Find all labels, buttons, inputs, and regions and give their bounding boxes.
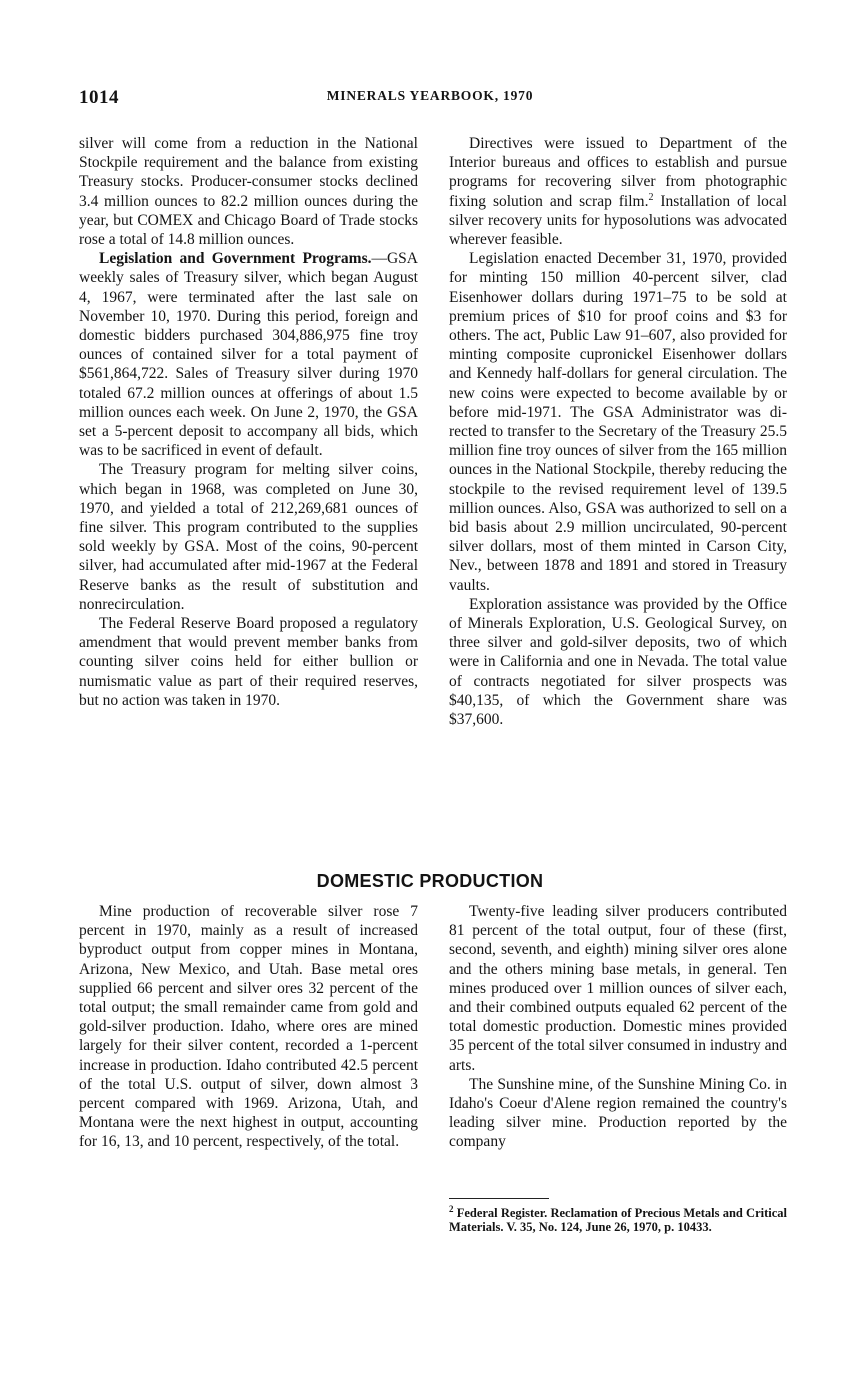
- footnote-rule: [449, 1198, 549, 1199]
- paragraph: silver will come from a reduction in the National Stockpile requirement and the balance from existing Treasury stocks. Producer-consumer stocks declined 3.4 million ounces to 82.2 million ounces during the year, but COMEX and Chicago Board of Trade stocks rose a total of 14.8 million ounces.: [79, 135, 418, 249]
- section-heading: DOMESTIC PRODUCTION: [316, 871, 544, 891]
- paragraph: The Treasury program for melting silver coins, which began in 1968, was completed on June 30, 1970, and yielded a total of 212,269,681 ounces of fine silver. This program contributed to the supplies sold weekly by GSA. Most of the coins, 90-percent silver, had accumulated after mid-1967 at the Federal Reserve banks as the result of substitution and nonrecirculation.: [79, 461, 418, 613]
- paragraph-text: Directives were issued to Department of the Interior bureaus and offices to establish and pursue programs for recovering silver from photographic fixing solution and scrap film.: [449, 135, 787, 210]
- paragraph: The Federal Reserve Board proposed a regulatory amendment that would prevent member banks from counting silver coins held for either bullion or numismatic value as part of their required reserves, but no action was taken in 1970.: [79, 615, 418, 709]
- paragraph: Twenty-five leading silver producers contributed 81 percent of the total output, four of these (first, second, seventh, and eighth) mining silver ores alone and the others mining base metals, in general. Ten mines produced over 1 million ounces of silver each, and their combined outputs equaled 62 percent of the total domestic production. Domestic mines provided 35 percent of the total silver consumed in industry and arts.: [449, 903, 787, 1074]
- footnote-reference: 2: [648, 191, 654, 203]
- paragraph: Exploration assistance was provided by the Office of Minerals Exploration, U.S. Geological Survey, on three silver and gold-silver deposits, two of which were in California and one in Nevada. The total value of contracts negotiated for silver prospects was $40,135, of which the Government share was $37,600.: [449, 595, 787, 729]
- footnote: [449, 1202, 787, 1234]
- paragraph: [449, 134, 787, 249]
- bottom-left-column: [79, 902, 418, 1152]
- top-left-column: [79, 134, 418, 710]
- paragraph: Mine production of recoverable silver rose 7 percent in 1970, mainly as a result of increased byproduct output from copper mines in Montana, Arizona, New Mexico, and Utah. Base metal ores supplied 66 percent and silver ores 32 percent of the total output; the small remainder came from gold and gold-silver production. Idaho, where ores are mined largely for their silver content, recorded a 1-percent increase in production. Idaho contributed 42.5 percent of the total U.S. output of silver, down almost 3 percent compared with 1969. Arizona, Utah, and Montana were the next highest in output, accounting for 16, 13, and 10 percent, respectively, of the total.: [79, 903, 418, 1151]
- footnote-text: Federal Register. Reclamation of Precious Metals and Critical Materials. V. 35, No. 124, June 26, 1970, p. 10433.: [449, 1206, 787, 1235]
- footnote-mark: 2: [449, 1204, 454, 1214]
- run-in-heading: Legislation and Government Programs.: [99, 250, 372, 268]
- bottom-right-column: [449, 902, 787, 1152]
- paragraph-text: —GSA weekly sales of Treasury silver, which began August 4, 1967, were terminated after the last sale on November 10, 1970. During this period, foreign and domestic bidders purchased 304,886,975 fine troy ounces of contained silver for a total payment of $561,864,722. Sales of Treasury silver during 1970 totaled 67.2 million ounces at offerings of about 1.5 million ounces each week. On June 2, 1970, the GSA set a 5-percent deposit to accompany all bids, which was to be sacrificed in event of default.: [79, 250, 418, 460]
- page-number: 1014: [79, 87, 119, 108]
- paragraph-text: Installation of local silver recovery units for hyposolutions was advocated wherever feasible.: [449, 192, 787, 249]
- paragraph: [79, 249, 418, 460]
- top-right-column: [449, 134, 787, 729]
- paragraph: Legislation enacted December 31, 1970, provided for minting 150 million 40-percent silver, clad Eisenhower dollars during 1971–75 to be sold at premium prices of $10 for proof coins and $3 for others. The act, Public Law 91–607, also provided for minting composite cupronickel Eisenhower dollars and Kennedy half-dollars for general circulation. The new coins were expected to become available by or before mid-1971. The GSA Administrator was directed to transfer to the Secretary of the Treasury 25.5 million fine troy ounces of silver from the 165 million ounces in the National Stockpile, thereby reducing the stockpile to the revised requirement level of 139.5 million ounces. Also, GSA was authorized to sell on a bid basis about 2.9 million uncirculated, 90-percent silver dollars, most of them minted in Carson City, Nev., between 1878 and 1891 and stored in Treasury vaults.: [449, 250, 787, 594]
- running-title: MINERALS YEARBOOK, 1970: [326, 88, 534, 103]
- paragraph: The Sunshine mine, of the Sunshine Mining Co. in Idaho's Coeur d'Alene region remained the country's leading silver mine. Production reported by the company: [449, 1075, 787, 1151]
